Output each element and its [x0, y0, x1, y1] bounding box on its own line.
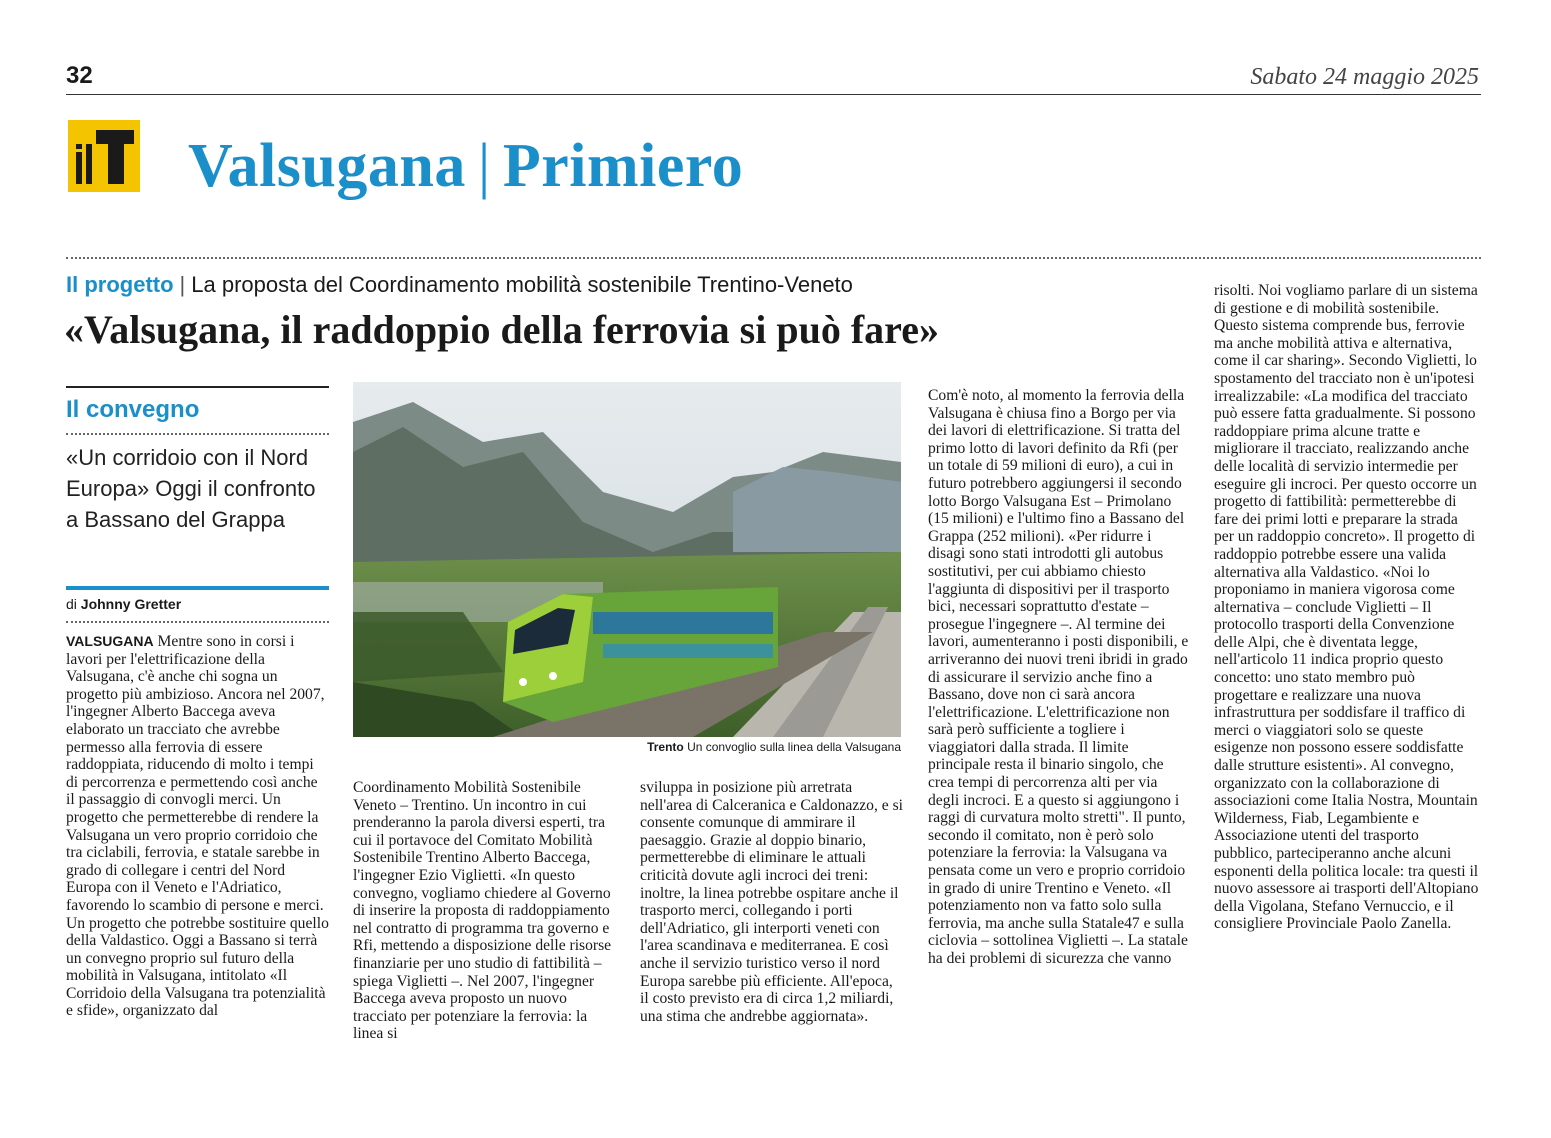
- byline: [66, 596, 181, 612]
- column-1-text: Mentre sono in corsi i lavori per l'elettrificazione della Valsugana, c'è anche chi sogna un progetto più ambizioso. Ancora nel 2007, l'ingegner Alberto Baccega aveva elaborato un tracciato che avrebbe permesso alla ferrovia di essere raddoppiata, riducendo di molto i tempi di percorrenza e permettendo così anche il passaggio di convogli merci. Un progetto che permetterebbe di rendere la Valsugana un vero proprio corridoio che tra ciclabili, ferrovia, e statale sarebbe in grado di collegare i centri del Nord Europa con il Veneto e l'Adriatico, favorendo lo scambio di persone e merci. Un progetto che potrebbe sostituire quello della Valdastico. Oggi a Bassano si terrà un convegno proprio sul futuro della mobilità in Valsugana, intitolato «Il Corridoio della Valsugana tra potenzialità e sfide», organizzato dal: [66, 633, 329, 1020]
- article-column-1: [66, 633, 329, 1020]
- photo-caption: [353, 740, 901, 754]
- byline-prefix: di: [66, 596, 77, 612]
- caption-text: Un convoglio sulla linea della Valsugana: [687, 740, 901, 754]
- train-photo: [353, 382, 901, 737]
- article-headline: «Valsugana, il raddoppio della ferrovia si può fare»: [64, 307, 939, 352]
- page-number: 32: [66, 62, 93, 89]
- kicker-separator: |: [179, 272, 186, 297]
- logo-mark-icon: [68, 120, 140, 192]
- sidebar-dotted-rule: [66, 433, 329, 435]
- section-title-right: Primiero: [502, 132, 744, 200]
- issue-date: Sabato 24 maggio 2025: [1250, 64, 1479, 90]
- header-rule: [66, 94, 1481, 95]
- newspaper-logo: [68, 120, 140, 192]
- article-column-3: sviluppa in posizione più arretrata nell'area di Calceranica e Caldonazzo, e si consente comunque di ammirare il paesaggio. Grazie al doppio binario, permetterebbe di eliminare le attuali criticità dovute agli incroci dei treni: inoltre, la linea potrebbe ospitare anche il trasporto merci, collegando i porti dell'Adriatico, gli interporti veneti con l'area scandinava e mediterranea. E così anche il servizio turistico verso il nord Europa sarebbe più efficiente. All'epoca, il costo previsto era di circa 1,2 miliardi, una stima che andrebbe aggiornata».: [640, 779, 903, 1025]
- section-title-separator: |: [477, 132, 491, 200]
- byline-dotted-rule: [66, 621, 329, 623]
- article-column-4: Com'è noto, al momento la ferrovia della Valsugana è chiusa fino a Borgo per via dei lavori di elettrificazione. Si tratta del primo lotto di lavori definito da Rfi (per un totale di 59 milioni di euro), a cui in futuro potrebbero aggiungersi il secondo lotto Borgo Valsugana Est – Primolano (15 milioni) e l'ultimo fino a Bassano del Grappa (252 milioni). «Per ridurre i disagi sono stati introdotti gli autobus sostitutivi, per cui abbiamo chiesto l'aggiunta di dispositivi per il trasporto bici, necessari soprattutto d'estate – prosegue l'ingegnere –. Al termine dei lavori, aumenteranno i posti disponibili, e arriveranno dei nuovi treni ibridi in grado di assicurare il servizio anche fino a Bassano, dove non ci sarà ancora l'elettrificazione. L'elettrificazione non sarà però sufficiente a togliere i viaggiatori dalla strada. Il limite principale resta il binario singolo, che crea tempi di percorrenza alti per via degli incroci. E a questo si aggiungono i raggi di curvatura molto stretti". Il punto, secondo il comitato, non è però solo potenziare la ferrovia: la Valsugana va pensata come un vero e proprio corridoio in grado di unire Trentino e Veneto. «Il potenziamento non va fatto solo sulla ferrovia, ma anche sulla Statale47 e sulla ciclovia – sottolinea Viglietti –. La statale ha dei problemi di sicurezza che vanno: [928, 387, 1189, 967]
- dotted-divider: [66, 257, 1481, 259]
- kicker-text: La proposta del Coordinamento mobilità sostenibile Trentino-Veneto: [191, 272, 853, 297]
- sidebar-text: «Un corridoio con il Nord Europa» Oggi il confronto a Bassano del Grappa: [66, 445, 316, 532]
- sidebar-rule: [66, 386, 329, 388]
- caption-place: Trento: [647, 740, 684, 754]
- kicker-label: Il progetto: [66, 272, 174, 297]
- sidebar-heading: Il convegno: [66, 396, 200, 423]
- sidebar-accent-bar: [66, 586, 329, 590]
- article-column-2: Coordinamento Mobilità Sostenibile Veneto – Trentino. Un incontro in cui prenderanno la parola diversi esperti, tra cui il portavoce del Comitato Mobilità Sostenibile Trentino Alberto Baccega, l'ingegner Ezio Viglietti. «In questo convegno, vogliamo chiedere al Governo di inserire la proposta di raddoppiamento nel contratto di programma tra governo e Rfi, mettendo a disposizione delle risorse finanziarie per uno studio di fattibilità – spiega Viglietti –. Nel 2007, l'ingegner Baccega aveva proposto un nuovo tracciato per potenziare la ferrovia: la linea si: [353, 779, 612, 1043]
- train-landscape-image: [353, 382, 901, 737]
- article-column-5: risolti. Noi vogliamo parlare di un sistema di gestione e di mobilità sostenibile. Questo sistema comprende bus, ferrovie ma anche mobilità attiva e alternativa, come il car sharing». Secondo Viglietti, lo spostamento del tracciato non è un'ipotesi irrealizzabile: «La modifica del tracciato può essere fatta gradualmente. Si possono raddoppiare prima alcune tratte e migliorare il tracciato, realizzando anche delle località di servizio intermedie per eseguire gli incroci. Per questo occorre un progetto di fattibilità: permetterebbe di fare dei primi lotti e preparare la strada per un raddoppio concreto». Il progetto di raddoppio potrebbe essere una valida alternativa alla Valdastico. «Noi lo proponiamo in maniera vigorosa come alternativa – conclude Viglietti – Il protocollo trasporti della Convenzione delle Alpi, che è diventata legge, nell'articolo 11 indica proprio questo concetto: uno stato membro può progettare e realizzare una nuova infrastruttura per soddisfare il traffico di merci o viaggiatori solo se queste esigenze non possono essere soddisfatte dalle strutture esistenti». Al convegno, organizzato con la collaborazione di associazioni come Italia Nostra, Mountain Wilderness, Fiab, Legambiente e Associazione utenti del trasporto pubblico, parteciperanno anche alcuni esponenti della politica locale: tra questi il nuovo assessore ai trasporti dell'Altopiano della Vigolana, Stefano Vernuccio, e il consigliere Provinciale Paolo Zanella.: [1214, 282, 1479, 933]
- section-title: [188, 130, 743, 202]
- section-title-left: Valsugana: [188, 132, 466, 200]
- author-name: Johnny Gretter: [80, 596, 182, 612]
- article-kicker: [66, 272, 853, 298]
- dateline: VALSUGANA: [66, 633, 154, 649]
